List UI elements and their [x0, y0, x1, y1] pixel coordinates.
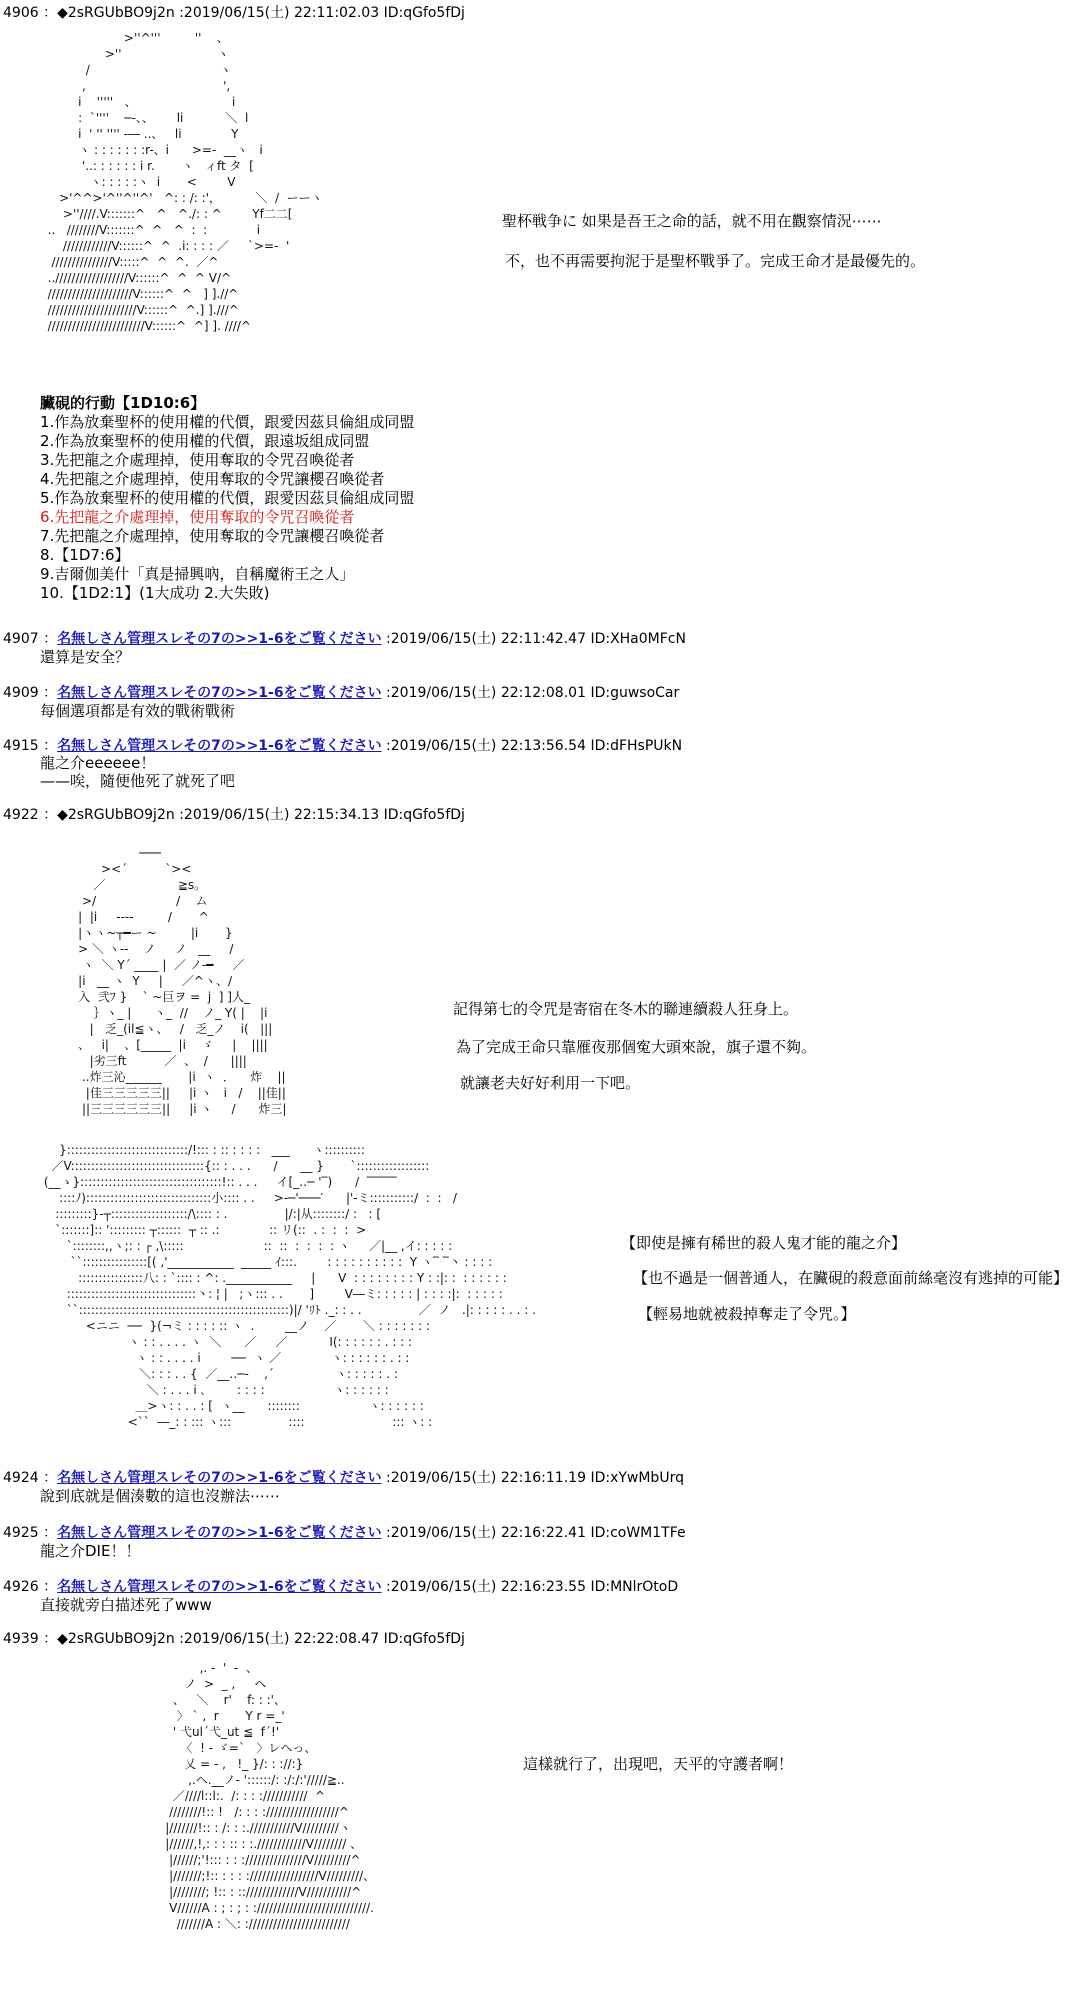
post-body-4924: 說到底就是個湊數的這也沒辦法⋯⋯: [40, 1487, 281, 1505]
narration-4922-3: 【輕易地就被殺掉奪走了令咒。】: [638, 1305, 856, 1323]
post-body-4915-1: 龍之介eeeeee！: [40, 754, 156, 772]
ascii-art-kill-scene: }::::::::::::::::::::::::::::::/!::: : :: : : : : ___ ヽ:::::::::: ／V:::::::::::::::::::::::::::::::::{:: : . . . / __ } `:::::::::::::::::: (__ゝ}:::::::::::::::::::::::::::::::::::!:: . . . イ[_‥─ '‾) / ‾‾‾‾‾ ::::ﾉ):::::::::::::::::::::::::::::::小:::: . . >-─'───′ |'-ミ:::::::::::/ : : / :::::::::}-┬:::::::::::::::::::/\:::: : . |/:|从::::::::/ : : [ `:::::::]:: '::::::::: ┬:::::: ┬ :: .: :: リ(:: . : : : > `::::::::,,ヽ;: : ┌ ,\::::: :: :: : : : : ヽ ／|__ ,イ: : : : : ``::::::::::::::::[( ,'___________ _____ ｲ:::. : : : : : : : : : : Y ヽ‾ ‾丶 : : : : ::::::::::::::::八: : `:::: : ^: .___________ | V : : : : : : : : Y : :|: : : : : : : : ::::::::::::::::::::::::::::::::丶: ¦ | ;ヽ::: . . ] V―ミ: : : : : | : : : :|: : : : : : ``::::::::::::::::::::::::::::::::::::::::::::::::::::)|/ 'ﾘﾄ ._: : . . ／ ノ .|: : : : : . . : . <ニニ ── }(¬ミ : : : : :: ヽ . __ノ ／ ＼ : : : : : : : ヽ : : . . . . ヽ ＼ ／ ／ Ι(: : : : : : . : : : ヽ : : . . . . i ── ヽ ／ ヽ: : : : : : . : : ＼: : : . . { ／__‥─‐ ,´ ヽ: : : : : . : ＼ : . . . i ､ : : : : ヽ: : : : : : ＿>ヽ: : . . : [ ヽ__ :::::::: ヽ: : : : : : <`` ―_: : ::: ヽ::: :::: ::: ヽ: :: [43, 1143, 536, 1429]
dialog-4922-2: 為了完成王命只靠雁夜那個寃大頭來說，旗子還不夠。: [456, 1038, 817, 1056]
choice-4: 4.先把龍之介處理掉，使用奪取的令咒讓櫻召喚從者: [40, 470, 385, 488]
poster-name-link[interactable]: 名無しさん管理スレその7の>>1-6をご覧ください: [57, 631, 382, 647]
post-body-4925: 龍之介DIE！！: [40, 1542, 141, 1560]
post-body-4915-2: ——唉，隨便他死了就死了吧: [40, 772, 236, 790]
dialog-4922-3: 就讓老夫好好利用一下吧。: [460, 1074, 641, 1092]
choices-title: 臟硯的行動【1D10:6】: [40, 394, 206, 412]
post-header-4906: 4906 ：◆2sRGUbBO9j2n :2019/06/15(土) 22:11:02.03 ID:qGfo5fDj: [3, 5, 465, 21]
post-header-4915: 4915 ：名無しさん管理スレその7の>>1-6をご覧ください :2019/06/15(土) 22:13:56.54 ID:dFHsPUkN: [3, 738, 683, 754]
dialog-4922-1: 記得第七的令咒是寄宿在冬木的聯連續殺人狂身上。: [453, 1000, 799, 1018]
post-header-4922: 4922 ：◆2sRGUbBO9j2n :2019/06/15(土) 22:15:34.13 ID:qGfo5fDj: [3, 807, 465, 823]
poster-name-link[interactable]: 名無しさん管理スレその7の>>1-6をご覧ください: [57, 1525, 382, 1541]
poster-name-link[interactable]: 名無しさん管理スレその7の>>1-6をご覧ください: [57, 1470, 382, 1486]
choice-7: 7.先把龍之介處理掉，使用奪取的令咒讓櫻召喚從者: [40, 527, 385, 545]
poster-name-link[interactable]: 名無しさん管理スレその7の>>1-6をご覧ください: [57, 738, 382, 754]
post-body-4907: 還算是安全？: [40, 648, 131, 666]
post-header-4909: 4909 ：名無しさん管理スレその7の>>1-6をご覧ください :2019/06/15(土) 22:12:08.01 ID:guwsoCar: [3, 685, 680, 701]
dialog-4906-1: 聖杯戦争に 如果是吾王之命的話，就不用在觀察情況⋯⋯: [502, 212, 882, 230]
post-body-4926: 直接就旁白描述死了www: [40, 1596, 212, 1614]
post-header-4926: 4926 ：名無しさん管理スレその7の>>1-6をご覧ください :2019/06/15(土) 22:16:23.55 ID:MNlrOtoD: [3, 1579, 679, 1595]
ascii-art-zouken-3: ,. - ' - 、 ノ > _ , ヘ 、 ＼ r' f: : :'、 〉 ` , r Y r =_' ' 弋ul´弋_ut ≦ f´!' 〈 ! - ゞ=` 〉レヘっ、 乂 = - , !_ }/: : ://:} ,.ヘ.__ノ- '::::::/: :/:/:'/////≧.. ／////l::l:. /: : : ://///////// ^ ////////!:: ! /: : : ://////////////////^ |///////!:: : /: : :.///////////V/////////ヽ |//////,!,: : : :: : :.////////////V//////// 、 |//////;'!::: : : :///////////////V/////////^ |///////;!:: : : : ://///////////////V/////////、 |////////; !:: : :://///////////V///////////^ V//////A : ; : ; : :////////////////////////////. ///////A : ＼: ://///////////////////////: [165, 1661, 376, 1931]
dialog-4939-1: 這樣就行了，出現吧，天平的守護者啊！: [523, 1755, 794, 1773]
choice-2: 2.作為放棄聖杯的使用權的代價，跟遠坂組成同盟: [40, 432, 370, 450]
choice-1: 1.作為放棄聖杯的使用權的代價，跟愛因茲貝倫組成同盟: [40, 413, 415, 431]
ascii-art-zouken-2: ─── ><´ `>< ／ ≧s。 >/ / ム | |i ---- / ^ |ヽヽ~┬━ー ~ |i } > ＼ ヽ-- ノ ノ __ / ヽ ＼ Y´ ____ | ／ ノ‐━ ／ |i __ ヽ Y | ／^ヽ、/ 入 弐ﾌ } ` ~巨ヲ = j ] ]人_ ｝ヽ_ | ヽ_ // ノ_ Y( | |i | 乏_(il≦ヽ、 / 乏_ノ i( ||| 、 i| 、[_____ |i ゞ | |||| |劣三ft ／ 、 / |||| ..炸三沁______ |i ヽ ． 炸 || |佳三三三三三|| |i ヽ i / ||佳|| ||三三三三三三|| |i ヽ / 炸三|: [78, 846, 287, 1116]
choice-5: 5.作為放棄聖杯的使用權的代價，跟愛因茲貝倫組成同盟: [40, 489, 415, 507]
choice-9: 9.吉爾伽美什「真是掃興吶，自稱魔術王之人」: [40, 565, 355, 583]
post-body-4909: 每個選項都是有效的戰術戰術: [40, 702, 236, 720]
choice-6-selected: 6.先把龍之介處理掉，使用奪取的令咒召喚從者: [40, 508, 355, 526]
post-header-4939: 4939 ：◆2sRGUbBO9j2n :2019/06/15(土) 22:22:08.47 ID:qGfo5fDj: [3, 1631, 465, 1647]
post-header-4925: 4925 ：名無しさん管理スレその7の>>1-6をご覧ください :2019/06/15(土) 22:16:22.41 ID:coWM1TFe: [3, 1525, 686, 1541]
choice-8: 8.【1D7:6】: [40, 546, 130, 564]
ascii-art-zouken-1: >''^''' '' 、 >'' ヽ / ヽ , ', i ''''' 、 i : `'''' ─-、、 li ＼ l i ' '' '''' ‐― ..、 li Y ヽ : : : : : : :r-、i >=- __ヽ i '..: : : : : : i r. ヽ ィft タ [ ヽ: : : : :ヽ i < V >'^^>'^''^''^' ^: : /: :'， ＼ / ーーヽ >''////.V:::::::^ ^ ^./: : ^ Yf二二[ .. ////////V:::::::^ ^ ^ : : i ////////////V::::::^ ^ .i: : : : ／ `>=- ' ///////////////V:::::^ ^ ^. ／^ ..//////////////////V::::::^ ^ ^ V/^ /////////////////////V::::::^ ^ ] ].//^ //////////////////////V::::::^ ^.] ].///^ ////////////////////////V::::::^ ^] ]. ////^: [47, 31, 323, 333]
post-header-4924: 4924 ：名無しさん管理スレその7の>>1-6をご覧ください :2019/06/15(土) 22:16:11.19 ID:xYwMbUrq: [3, 1470, 684, 1486]
choice-10: 10.【1D2:1】(1大成功 2.大失敗): [40, 584, 270, 602]
narration-4922-1: 【即使是擁有稀世的殺人鬼才能的龍之介】: [621, 1234, 907, 1252]
poster-name-link[interactable]: 名無しさん管理スレその7の>>1-6をご覧ください: [57, 1579, 382, 1595]
dialog-4906-2: 不，也不再需要拘泥于是聖杯戰爭了。完成王命才是最優先的。: [505, 252, 926, 270]
poster-name-link[interactable]: 名無しさん管理スレその7の>>1-6をご覧ください: [57, 685, 382, 701]
choice-3: 3.先把龍之介處理掉，使用奪取的令咒召喚從者: [40, 451, 355, 469]
narration-4922-2: 【也不過是一個普通人，在臟硯的殺意面前絲毫沒有逃掉的可能】: [633, 1269, 1069, 1287]
post-header-4907: 4907 ：名無しさん管理スレその7の>>1-6をご覧ください :2019/06/15(土) 22:11:42.47 ID:XHa0MFcN: [3, 631, 686, 647]
